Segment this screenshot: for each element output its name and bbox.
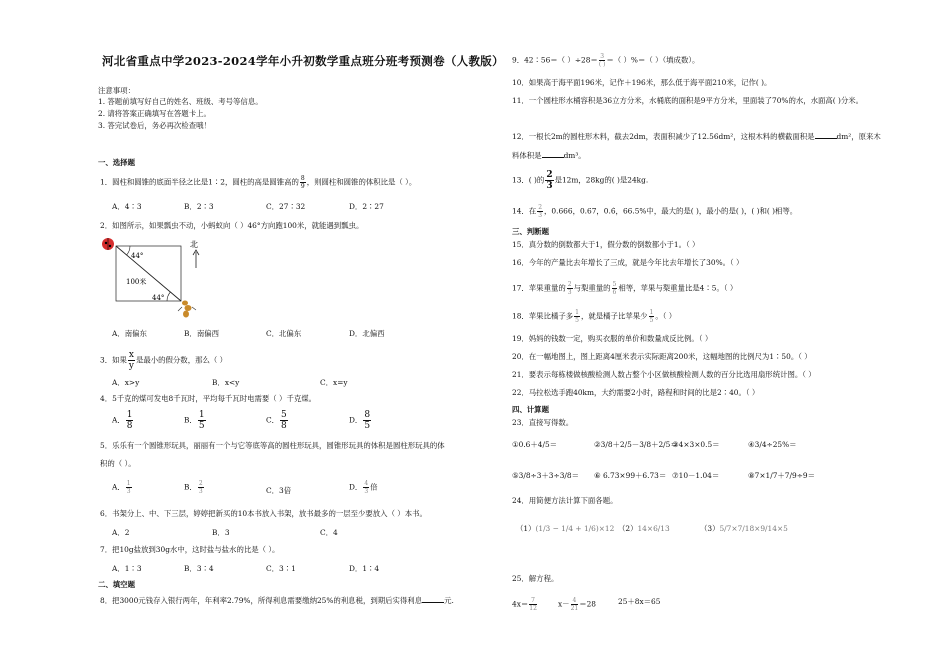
option-d: D．北偏西 (349, 329, 385, 338)
question-10: 10．如果高于海平面196米，记作＋196米，那么低于海平面210米，记作( )。 (512, 78, 772, 87)
question-8: 8．把3000元钱存入银行两年，年利率2.79%，所得利息需要缴纳25%的利息税，到期后实得利息 元. (100, 596, 454, 605)
question-20: 20．在一幅地图上，图上距离4厘米表示实际距离200米，这幅地图的比例尺为1∶50。（ ） (512, 352, 812, 361)
question-19: 19．妈妈的钱数一定，购买衣服的单价和数量成反比例。（ ） (512, 334, 713, 343)
option-d: D．1∶4 (349, 564, 380, 573)
equation-1: 4x＝ $\frac{7}{12}$ (512, 597, 537, 612)
question-21: 21．要表示每栋楼做核酸检测人数占整个小区做核酸检测人数的百分比选用扇形统计图。（ ） (512, 370, 816, 379)
page-title: 河北省重点中学2023-2024学年小升初数学重点班分班考预测卷（人教版） (102, 54, 504, 68)
question-7: 7．把10g盐放到30g水中，这时盐与盐水的比是（ ）。 (100, 545, 280, 554)
option-b: B．3∶4 (184, 564, 214, 573)
option-b: B． $\frac{2}{3}$ (184, 480, 203, 495)
option-a: A．4∶3 (112, 202, 142, 211)
option-b: B．南偏西 (184, 329, 219, 338)
question-24-heading: 24．用简便方法计算下面各题。 (512, 496, 618, 505)
calc-item: ⑦10－1.04＝ (672, 471, 720, 480)
option-b: B． $\frac{1}{5}$ (184, 410, 205, 431)
calc-item: ⑥ 6.73×99＋6.73＝ (594, 471, 667, 480)
q2-figure (100, 234, 210, 320)
question-5-line2: 积的（ ）。 (100, 459, 136, 468)
section-fill: 二、填空题 (98, 580, 135, 589)
question-9: 9．42∶56＝（ ）÷28＝ $\frac{3}{( )}$ ＝（ ）%＝（ ）（填成数）。 (512, 53, 700, 68)
question-16: 16．今年的产量比去年增长了三成，就是今年比去年增长了30%。（ ） (512, 258, 744, 267)
option-c: C．27∶32 (266, 202, 306, 211)
question-1: 1．圆柱和圆锥的底面半径之比是1∶2，圆柱的高是圆锥高的 $\frac{8}{9}$ ，则圆柱和圆锥的体积比是（ ）。 (100, 175, 417, 190)
question-23-heading: 23．直接写得数。 (512, 418, 574, 427)
notes-heading: 注意事项： (98, 86, 135, 95)
calc-item: ④3/4÷25%＝ (748, 440, 797, 449)
section-judge: 三、判断题 (512, 227, 549, 236)
question-2: 2．如图所示，如果瓢虫不动，小蚂蚁向（ ）46°方向跑100米，就能遇到瓢虫。 (100, 221, 364, 230)
q24-item-2: （2）14×6/13 (618, 524, 670, 533)
option-d: D．2∶27 (349, 202, 384, 211)
option-d: D． $\frac{4}{3}$ 倍 (349, 480, 378, 495)
question-6: 6．书架分上、中、下三层，婷婷把新买的10本书放入书架，放书最多的一层至少要放入（ ）本书。 (100, 509, 427, 518)
option-c: C．3∶1 (266, 564, 296, 573)
option-a: A．南偏东 (112, 329, 147, 338)
calc-item: ⑤3/8÷3＋3÷3/8＝ (512, 471, 579, 480)
option-b: B．3 (212, 528, 230, 537)
question-12-line2: 料体积是 dm³。 (512, 151, 586, 160)
option-a: A． $\frac{1}{3}$ (112, 480, 131, 495)
option-c: C．3倍 (266, 486, 292, 495)
calc-item: ①0.6＋4/5＝ (512, 440, 558, 449)
option-a: A． $\frac{1}{8}$ (112, 410, 133, 431)
q24-item-1: （1）(1/3 − 1/4 + 1/6)×12 (516, 524, 615, 533)
ant-icon (178, 301, 196, 318)
question-14: 14．在 $\frac{2}{3}$ ，0.666，0.67，0.6̇，66.5%中，最大的是( )，最小的是( )，( )和( )相等。 (512, 204, 798, 219)
question-11: 11．一个圆柱形水桶容积是36立方分米，水桶底的面积是9平方分米，里面装了70%的水，水面高( )分米。 (512, 96, 864, 105)
option-a: A．2 (112, 528, 130, 537)
question-22: 22．马拉松选手跑40km，大约需要2小时，路程和时间的比是2∶40。（ ） (512, 388, 760, 397)
question-4: 4．5千克的煤可发电8千瓦时，平均每千瓦时电需要（ ）千克煤。 (100, 394, 317, 403)
question-5-line1: 5．乐乐有一个圆锥形玩具，丽丽有一个与它等底等高的圆柱形玩具，圆锥形玩具的体积是圆柱形玩具的体 (100, 441, 445, 450)
distance-label: 100米 (126, 278, 147, 286)
note-item: 2. 请将答案正确填写在答题卡上。 (98, 109, 211, 118)
section-calc: 四、计算题 (512, 405, 549, 414)
option-c: C．北偏东 (266, 329, 302, 338)
question-15: 15．真分数的倒数都大于1，假分数的倒数都小于1。（ ） (512, 240, 700, 249)
angle-label-bottom: 44° (152, 294, 165, 302)
calc-item: ③4×3×0.5＝ (672, 440, 720, 449)
option-b: B．x<y (212, 378, 240, 387)
north-label: 北 (190, 240, 198, 249)
note-item: 3. 答完试卷后，务必再次检查哦！ (98, 121, 211, 130)
section-choice: 一、选择题 (98, 158, 135, 167)
equation-3: 25＋8x＝65 (618, 597, 661, 606)
question-12-line1: 12．一根长2m的圆柱形木料，截去2dm，表面积减少了12.56dm²，这根木料的横截面积是 dm²，原来木 (512, 132, 881, 141)
angle-label-top: 44° (131, 252, 144, 260)
option-c: C． $\frac{5}{8}$ (266, 410, 287, 431)
option-a: A．x>y (112, 378, 140, 387)
option-c: C．x=y (320, 378, 348, 387)
question-25-heading: 25．解方程。 (512, 574, 559, 583)
question-17: 17．苹果重量的 $\frac{2}{3}$ 与梨重量的 $\frac{5}{6}$ 相等，苹果与梨重量比是4∶5。（ ） (512, 281, 738, 296)
option-d: D． $\frac{8}{5}$ (349, 410, 371, 431)
option-c: C．4 (320, 528, 338, 537)
question-18: 18．苹果比橘子多 $\frac{1}{5}$ ，就是橘子比苹果少 $\frac{1}{5}$ 。（ ） (512, 309, 677, 324)
option-b: B．2∶3 (184, 202, 214, 211)
ladybug-icon (102, 238, 114, 250)
question-13: 13．( )的 $\frac{2}{3}$ 是12m，28kg的( )是24kg. (512, 170, 649, 191)
note-item: 1. 答题前填写好自己的姓名、班级、考号等信息。 (98, 97, 263, 106)
equation-2: x－ $\frac{4}{21}$ ＝28 (558, 597, 596, 612)
calc-item: ②3/8＋2/5－3/8＋2/5＝ (594, 440, 678, 449)
question-3: 3．如果 $\frac{x}{y}$ 是最小的假分数，那么（ ） (100, 350, 227, 371)
option-a: A．1∶3 (112, 564, 142, 573)
q24-item-3: （3）5/7×7/18×9/14×5 (700, 524, 788, 533)
calc-item: ⑧7×1/7＋7/9÷9＝ (748, 471, 815, 480)
